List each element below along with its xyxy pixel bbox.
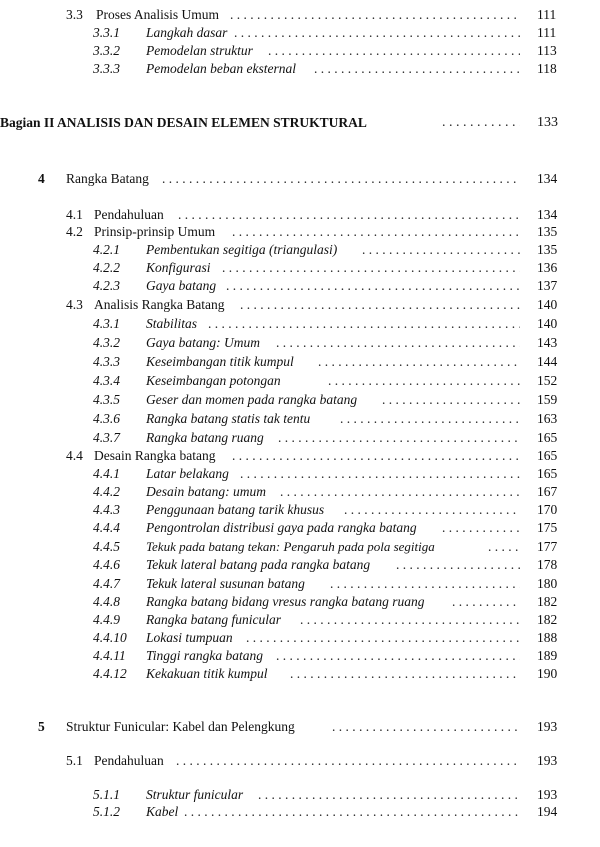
section-number: 4.4.3 (93, 502, 120, 517)
page-number: 193 (537, 719, 558, 734)
section-number: 4.3.2 (93, 335, 120, 350)
page-number: 137 (537, 278, 558, 293)
section-title: Rangka batang funicular (146, 612, 281, 627)
page-number: 136 (537, 260, 558, 275)
section-title: Tinggi rangka batang (146, 648, 264, 663)
section-title: Gaya batang: Umum (146, 335, 260, 350)
leader-dots (258, 786, 520, 803)
page-number: 178 (537, 557, 558, 572)
section-title: Tekuk lateral batang pada rangka batang (146, 557, 371, 572)
page-number: 133 (537, 115, 558, 130)
page-number: 190 (537, 666, 558, 681)
leader-dots (230, 6, 520, 23)
page-number: 189 (537, 648, 558, 663)
section-title: Desain batang: umum (146, 484, 266, 499)
section-title: Analisis Rangka Batang (94, 297, 225, 312)
page-number: 140 (537, 316, 558, 331)
toc-entry (0, 786, 600, 803)
section-title: Rangka batang statis tak tentu (146, 411, 311, 426)
leader-dots (362, 241, 520, 258)
toc-entry (0, 372, 600, 389)
leader-dots (452, 593, 520, 610)
section-number: 4.4.4 (93, 520, 120, 535)
page-number: 170 (537, 502, 558, 517)
section-number: 4.2.3 (93, 278, 120, 293)
section-number: 4.4.1 (93, 466, 120, 481)
page-number: 152 (537, 373, 558, 388)
leader-dots (240, 296, 520, 313)
section-title: Pendahuluan (94, 207, 164, 222)
leader-dots (290, 665, 520, 682)
leader-dots (268, 42, 520, 59)
section-number: 3.3.1 (93, 25, 120, 40)
toc-entry (0, 277, 600, 294)
toc-entry (0, 483, 600, 500)
page-number: 193 (537, 787, 558, 802)
toc-entry (0, 6, 600, 23)
chapter-number: 4 (38, 171, 45, 186)
toc-entry (0, 42, 600, 59)
section-title: Penggunaan batang tarik khusus (146, 502, 325, 517)
leader-dots (246, 629, 520, 646)
page-number: 135 (537, 224, 558, 239)
leader-dots (330, 575, 520, 592)
chapter-title: Rangka Batang (66, 171, 149, 186)
page-number: 163 (537, 411, 558, 426)
leader-dots (332, 718, 520, 735)
toc-entry (0, 501, 600, 518)
section-number: 5.1.1 (93, 787, 120, 802)
section-title: Stabilitas (146, 316, 198, 331)
leader-dots (178, 206, 520, 223)
page-number: 188 (537, 630, 558, 645)
leader-dots (208, 315, 520, 332)
section-number: 4.3.7 (93, 430, 120, 445)
section-number: 4.1 (66, 207, 83, 222)
toc-entry (0, 647, 600, 664)
page-number: 182 (537, 612, 558, 627)
section-title: Pengontrolan distribusi gaya pada rangka batang (146, 520, 417, 535)
toc-entry (0, 665, 600, 682)
section-title: Proses Analisis Umum (96, 7, 220, 22)
leader-dots (278, 429, 520, 446)
section-title: Lokasi tumpuan (146, 630, 233, 645)
page-number: 134 (537, 171, 558, 186)
part-heading (0, 114, 600, 131)
toc-entry (0, 241, 600, 258)
leader-dots (382, 391, 520, 408)
leader-dots (162, 170, 520, 187)
section-number: 4.4.9 (93, 612, 120, 627)
toc-entry (0, 611, 600, 628)
toc-entry (0, 803, 600, 820)
page-number: 134 (537, 207, 558, 222)
section-title: Kabel (146, 804, 179, 819)
section-number: 4.3.1 (93, 316, 120, 331)
chapter-entry (0, 718, 600, 735)
section-number: 4.2.1 (93, 242, 120, 257)
leader-dots (276, 334, 520, 351)
leader-dots (396, 556, 520, 573)
chapter-number: 5 (38, 719, 45, 734)
section-number: 4.4.7 (93, 576, 120, 591)
toc-entry (0, 410, 600, 427)
page-number: 177 (537, 539, 558, 554)
toc-entry (0, 296, 600, 313)
page-number: 135 (537, 242, 558, 257)
page-number: 165 (537, 466, 558, 481)
leader-dots (184, 803, 520, 820)
section-title: Latar belakang (146, 466, 229, 481)
section-number: 3.3.2 (93, 43, 120, 58)
toc-entry (0, 519, 600, 536)
toc-entry (0, 60, 600, 77)
section-title: Desain Rangka batang (94, 448, 216, 463)
page-number: 111 (537, 7, 557, 22)
section-title: Pendahuluan (94, 753, 164, 768)
leader-dots (314, 60, 520, 77)
toc-entry (0, 223, 600, 240)
page-number: 111 (537, 25, 557, 40)
section-number: 4.4.5 (93, 539, 120, 554)
page-number: 167 (537, 484, 558, 499)
toc-entry (0, 429, 600, 446)
leader-dots (276, 647, 520, 664)
leader-dots (344, 501, 520, 518)
page-number: 144 (537, 354, 558, 369)
section-number: 3.3.3 (93, 61, 120, 76)
section-title: Gaya batang (146, 278, 217, 293)
toc-entry (0, 593, 600, 610)
toc-entry (0, 538, 600, 555)
section-title: Pemodelan struktur (146, 43, 253, 58)
page-number: 194 (537, 804, 558, 819)
section-number: 5.1.2 (93, 804, 120, 819)
section-number: 4.2.2 (93, 260, 120, 275)
section-title: Keseimbangan titik kumpul (146, 354, 294, 369)
toc-entry (0, 334, 600, 351)
leader-dots (280, 483, 520, 500)
section-title: Keseimbangan potongan (146, 373, 281, 388)
section-title: Prinsip-prinsip Umum (94, 224, 216, 239)
leader-dots (340, 410, 520, 427)
page-number: 143 (537, 335, 558, 350)
page-number: 165 (537, 430, 558, 445)
part-title: Bagian II ANALISIS DAN DESAIN ELEMEN STRUKTURAL (0, 115, 367, 130)
section-number: 4.2 (66, 224, 83, 239)
toc-entry (0, 259, 600, 276)
chapter-entry (0, 170, 600, 187)
section-title: Konfigurasi (146, 260, 211, 275)
toc-entry (0, 556, 600, 573)
section-number: 4.4.10 (93, 630, 127, 645)
section-number: 4.4.6 (93, 557, 120, 572)
leader-dots (232, 447, 520, 464)
page-number: 193 (537, 753, 558, 768)
section-number: 4.4.2 (93, 484, 120, 499)
section-number: 4.3.3 (93, 354, 120, 369)
leader-dots (234, 24, 520, 41)
page-number: 175 (537, 520, 558, 535)
leader-dots (328, 372, 520, 389)
toc-entry (0, 465, 600, 482)
leader-dots (442, 114, 520, 131)
chapter-title: Struktur Funicular: Kabel dan Pelengkung (66, 719, 295, 734)
toc-entry (0, 575, 600, 592)
section-title: Pembentukan segitiga (triangulasi) (146, 242, 338, 257)
section-number: 4.3 (66, 297, 83, 312)
toc-entry (0, 391, 600, 408)
section-title: Struktur funicular (146, 787, 244, 802)
section-number: 5.1 (66, 753, 83, 768)
toc-entry (0, 315, 600, 332)
section-title: Kekakuan titik kumpul (146, 666, 268, 681)
section-title: Langkah dasar (146, 25, 228, 40)
section-number: 3.3 (66, 7, 83, 22)
leader-dots (488, 538, 520, 555)
leader-dots (176, 752, 520, 769)
section-number: 4.4.11 (93, 648, 126, 663)
toc-entry (0, 629, 600, 646)
section-title: Geser dan momen pada rangka batang (146, 392, 358, 407)
section-number: 4.3.4 (93, 373, 120, 388)
page-number: 140 (537, 297, 558, 312)
section-title: Tekuk lateral susunan batang (146, 576, 305, 591)
section-title: Tekuk pada batang tekan: Pengaruh pada pola segitiga (146, 539, 435, 554)
toc-entry (0, 353, 600, 370)
section-number: 4.4.12 (93, 666, 127, 681)
section-title: Rangka batang ruang (146, 430, 264, 445)
leader-dots (442, 519, 520, 536)
page-number: 118 (537, 61, 557, 76)
page-number: 165 (537, 448, 558, 463)
section-title: Pemodelan beban eksternal (146, 61, 296, 76)
leader-dots (226, 277, 520, 294)
leader-dots (232, 223, 520, 240)
page-number: 159 (537, 392, 558, 407)
section-number: 4.4 (66, 448, 83, 463)
page-number: 113 (537, 43, 557, 58)
toc-entry (0, 752, 600, 769)
leader-dots (300, 611, 520, 628)
leader-dots (222, 259, 520, 276)
section-number: 4.3.6 (93, 411, 120, 426)
toc-entry (0, 24, 600, 41)
section-number: 4.3.5 (93, 392, 120, 407)
page-number: 180 (537, 576, 558, 591)
leader-dots (240, 465, 520, 482)
page-number: 182 (537, 594, 558, 609)
toc-entry (0, 447, 600, 464)
toc-entry (0, 206, 600, 223)
leader-dots (318, 353, 520, 370)
section-title: Rangka batang bidang vresus rangka batang ruang (146, 594, 425, 609)
section-number: 4.4.8 (93, 594, 120, 609)
